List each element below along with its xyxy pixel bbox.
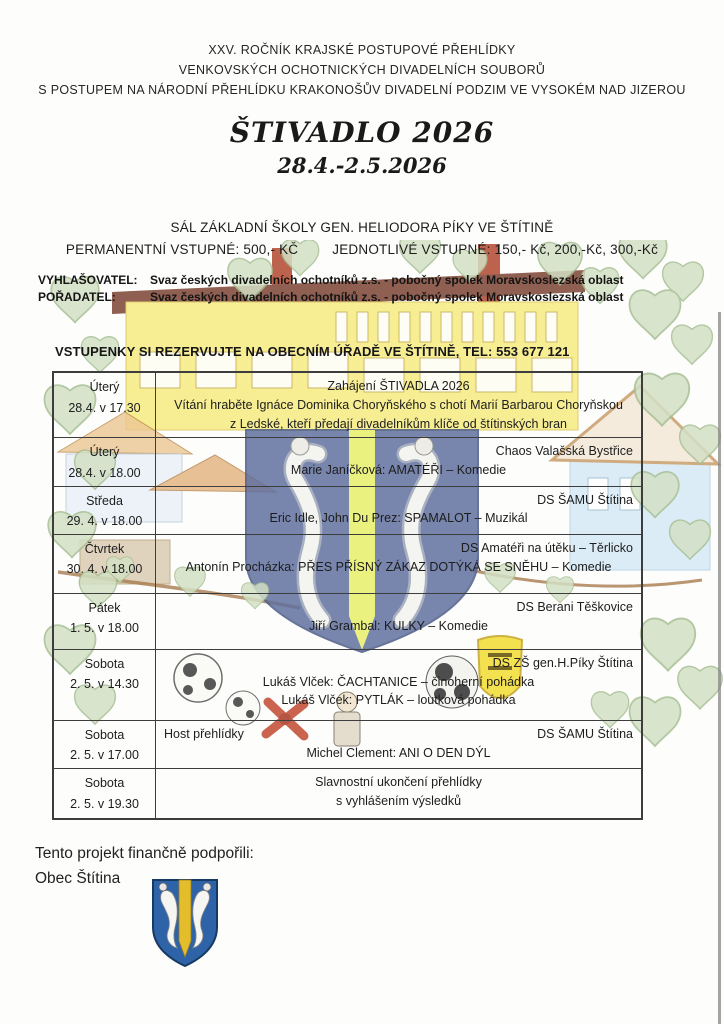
program-line: Lukáš Vlček: PYTLÁK – loutková pohádka — [281, 693, 516, 708]
program-cell — [156, 769, 641, 818]
program-line: Slavnostní ukončení přehlídky — [315, 775, 482, 789]
table-row — [54, 534, 641, 593]
title-block — [0, 116, 724, 178]
organizers-block — [38, 272, 624, 307]
program-line: Michel Clement: ANI O DEN DÝL — [306, 745, 491, 760]
venue-line: SÁL ZÁKLADNÍ ŠKOLY GEN. HELIODORA PÍKY VE ŠTÍTINĚ — [170, 220, 554, 235]
day-label: Úterý — [89, 445, 120, 460]
program-cell — [156, 721, 641, 768]
supporter-name: Obec Štítina — [35, 869, 121, 887]
date-cell — [54, 650, 156, 720]
program-line: Marie Janíčková: AMATÉŘI – Komedie — [290, 463, 507, 477]
time-label: 1. 5. v 18.00 — [70, 621, 139, 636]
table-row — [54, 593, 641, 649]
time-label: 2. 5. v 19.30 — [70, 796, 139, 811]
organizer-value: Svaz českých divadelních ochotníků z.s. - pobočný spolek Moravskoslezská oblast — [150, 290, 624, 305]
program-line: s vyhlášením výsledků — [335, 793, 462, 808]
day-label: Čtvrtek — [84, 541, 125, 556]
table-row — [54, 437, 641, 485]
organizer-label: POŘADATEL: — [38, 290, 116, 305]
program-cell — [156, 438, 641, 485]
date-cell — [54, 769, 156, 818]
date-cell — [54, 594, 156, 649]
program-line: Jiří Grambal: KULKY – Komedie — [308, 618, 488, 633]
program-cell — [156, 487, 641, 534]
time-label: 2. 5. v 14.30 — [70, 677, 139, 692]
table-row — [54, 768, 641, 818]
table-row — [54, 373, 641, 437]
ensemble-label: DS Amatéři na útěku – Těrlicko — [460, 540, 633, 555]
date-cell — [54, 535, 156, 593]
festival-title: ŠTIVADLO 2026 — [229, 116, 495, 149]
header-line-3: S POSTUPEM NA NÁRODNÍ PŘEHLÍDKU KRAKONOŠŮV DIVADELNÍ PODZIM VE VYSOKÉM NAD JIZEROU — [38, 83, 686, 97]
ensemble-label: DS ZŠ gen.H.Píky Štítina — [492, 655, 633, 670]
organizer-row — [38, 272, 624, 289]
price-single: JEDNOTLIVÉ VSTUPNÉ: 150,- Kč, 200,-Kč, 300,-Kč — [332, 242, 659, 258]
date-cell — [54, 487, 156, 534]
date-cell — [54, 721, 156, 768]
organizer-row — [38, 289, 624, 306]
ensemble-label: DS ŠAMU Štítina — [537, 726, 633, 741]
time-label: 29. 4. v 18.00 — [66, 514, 143, 529]
time-label: 30. 4. v 18.00 — [66, 562, 143, 577]
program-line: Eric Idle, John Du Prez: SPAMALOT – Muzikál — [269, 511, 528, 526]
time-label: 28.4. v 18.00 — [68, 465, 141, 480]
program-line: Antonín Procházka: PŘES PŘÍSNÝ ZÁKAZ DOTÝKÁ SE SNĚHU – Komedie — [185, 559, 612, 574]
venue-block — [0, 217, 724, 262]
ensemble-label: DS Berani Těškovice — [516, 599, 633, 614]
footer-block — [35, 842, 254, 892]
program-cell — [156, 373, 641, 437]
header-line-1: XXV. ROČNÍK KRAJSKÉ POSTUPOVÉ PŘEHLÍDKY — [208, 43, 516, 57]
guest-note: Host přehlídky — [164, 726, 244, 741]
time-label: 28.4. v 17.30 — [68, 400, 141, 415]
program-line: Lukáš Vlček: ČACHTANICE – činoherní pohádka — [262, 674, 535, 689]
ensemble-label: Chaos Valašská Bystřice — [495, 444, 633, 459]
time-label: 2. 5. v 17.00 — [70, 748, 139, 763]
day-label: Sobota — [84, 656, 125, 671]
price-line — [0, 239, 724, 261]
organizer-value: Svaz českých divadelních ochotníků z.s. - pobočný spolek Moravskoslezská oblast — [150, 273, 624, 287]
date-cell — [54, 438, 156, 485]
tickets-note: VSTUPENKY SI REZERVUJTE NA OBECNÍM ÚŘADĚ VE ŠTÍTINĚ, TEL: 553 677 121 — [55, 344, 570, 359]
program-cell — [156, 594, 641, 649]
program-line: Vítání hraběte Ignáce Dominika Choryňského s chotí Marií Barbarou Choryňskou — [174, 397, 623, 412]
program-line: Zahájení ŠTIVADLA 2026 — [327, 379, 470, 393]
organizer-label: VYHLAŠOVATEL: — [38, 273, 138, 287]
date-cell — [54, 373, 156, 437]
program-line: z Ledské, kteří předají divadelníkům klíče od štítinských bran — [230, 416, 567, 431]
price-permanent: PERMANENTNÍ VSTUPNÉ: 500,- KČ — [65, 242, 299, 258]
table-row — [54, 649, 641, 720]
festival-dates: 28.4.-2.5.2026 — [277, 153, 447, 178]
ensemble-label: DS ŠAMU Štítina — [537, 492, 633, 507]
supporters-label: Tento projekt finančně podpořili: — [35, 845, 254, 862]
schedule-table — [52, 371, 643, 820]
stitina-coat-of-arms — [150, 876, 220, 970]
day-label: Středa — [86, 493, 123, 508]
day-label: Sobota — [84, 776, 125, 790]
day-label: Pátek — [88, 600, 121, 615]
scan-edge-artifact — [718, 312, 721, 1024]
day-label: Úterý — [89, 380, 120, 394]
table-row — [54, 720, 641, 768]
program-cell — [156, 535, 641, 593]
program-cell — [156, 650, 641, 720]
poster-header — [0, 40, 724, 100]
table-row — [54, 486, 641, 534]
day-label: Sobota — [84, 727, 125, 742]
header-line-2: VENKOVSKÝCH OCHOTNICKÝCH DIVADELNÍCH SOUBORŮ — [178, 63, 546, 77]
